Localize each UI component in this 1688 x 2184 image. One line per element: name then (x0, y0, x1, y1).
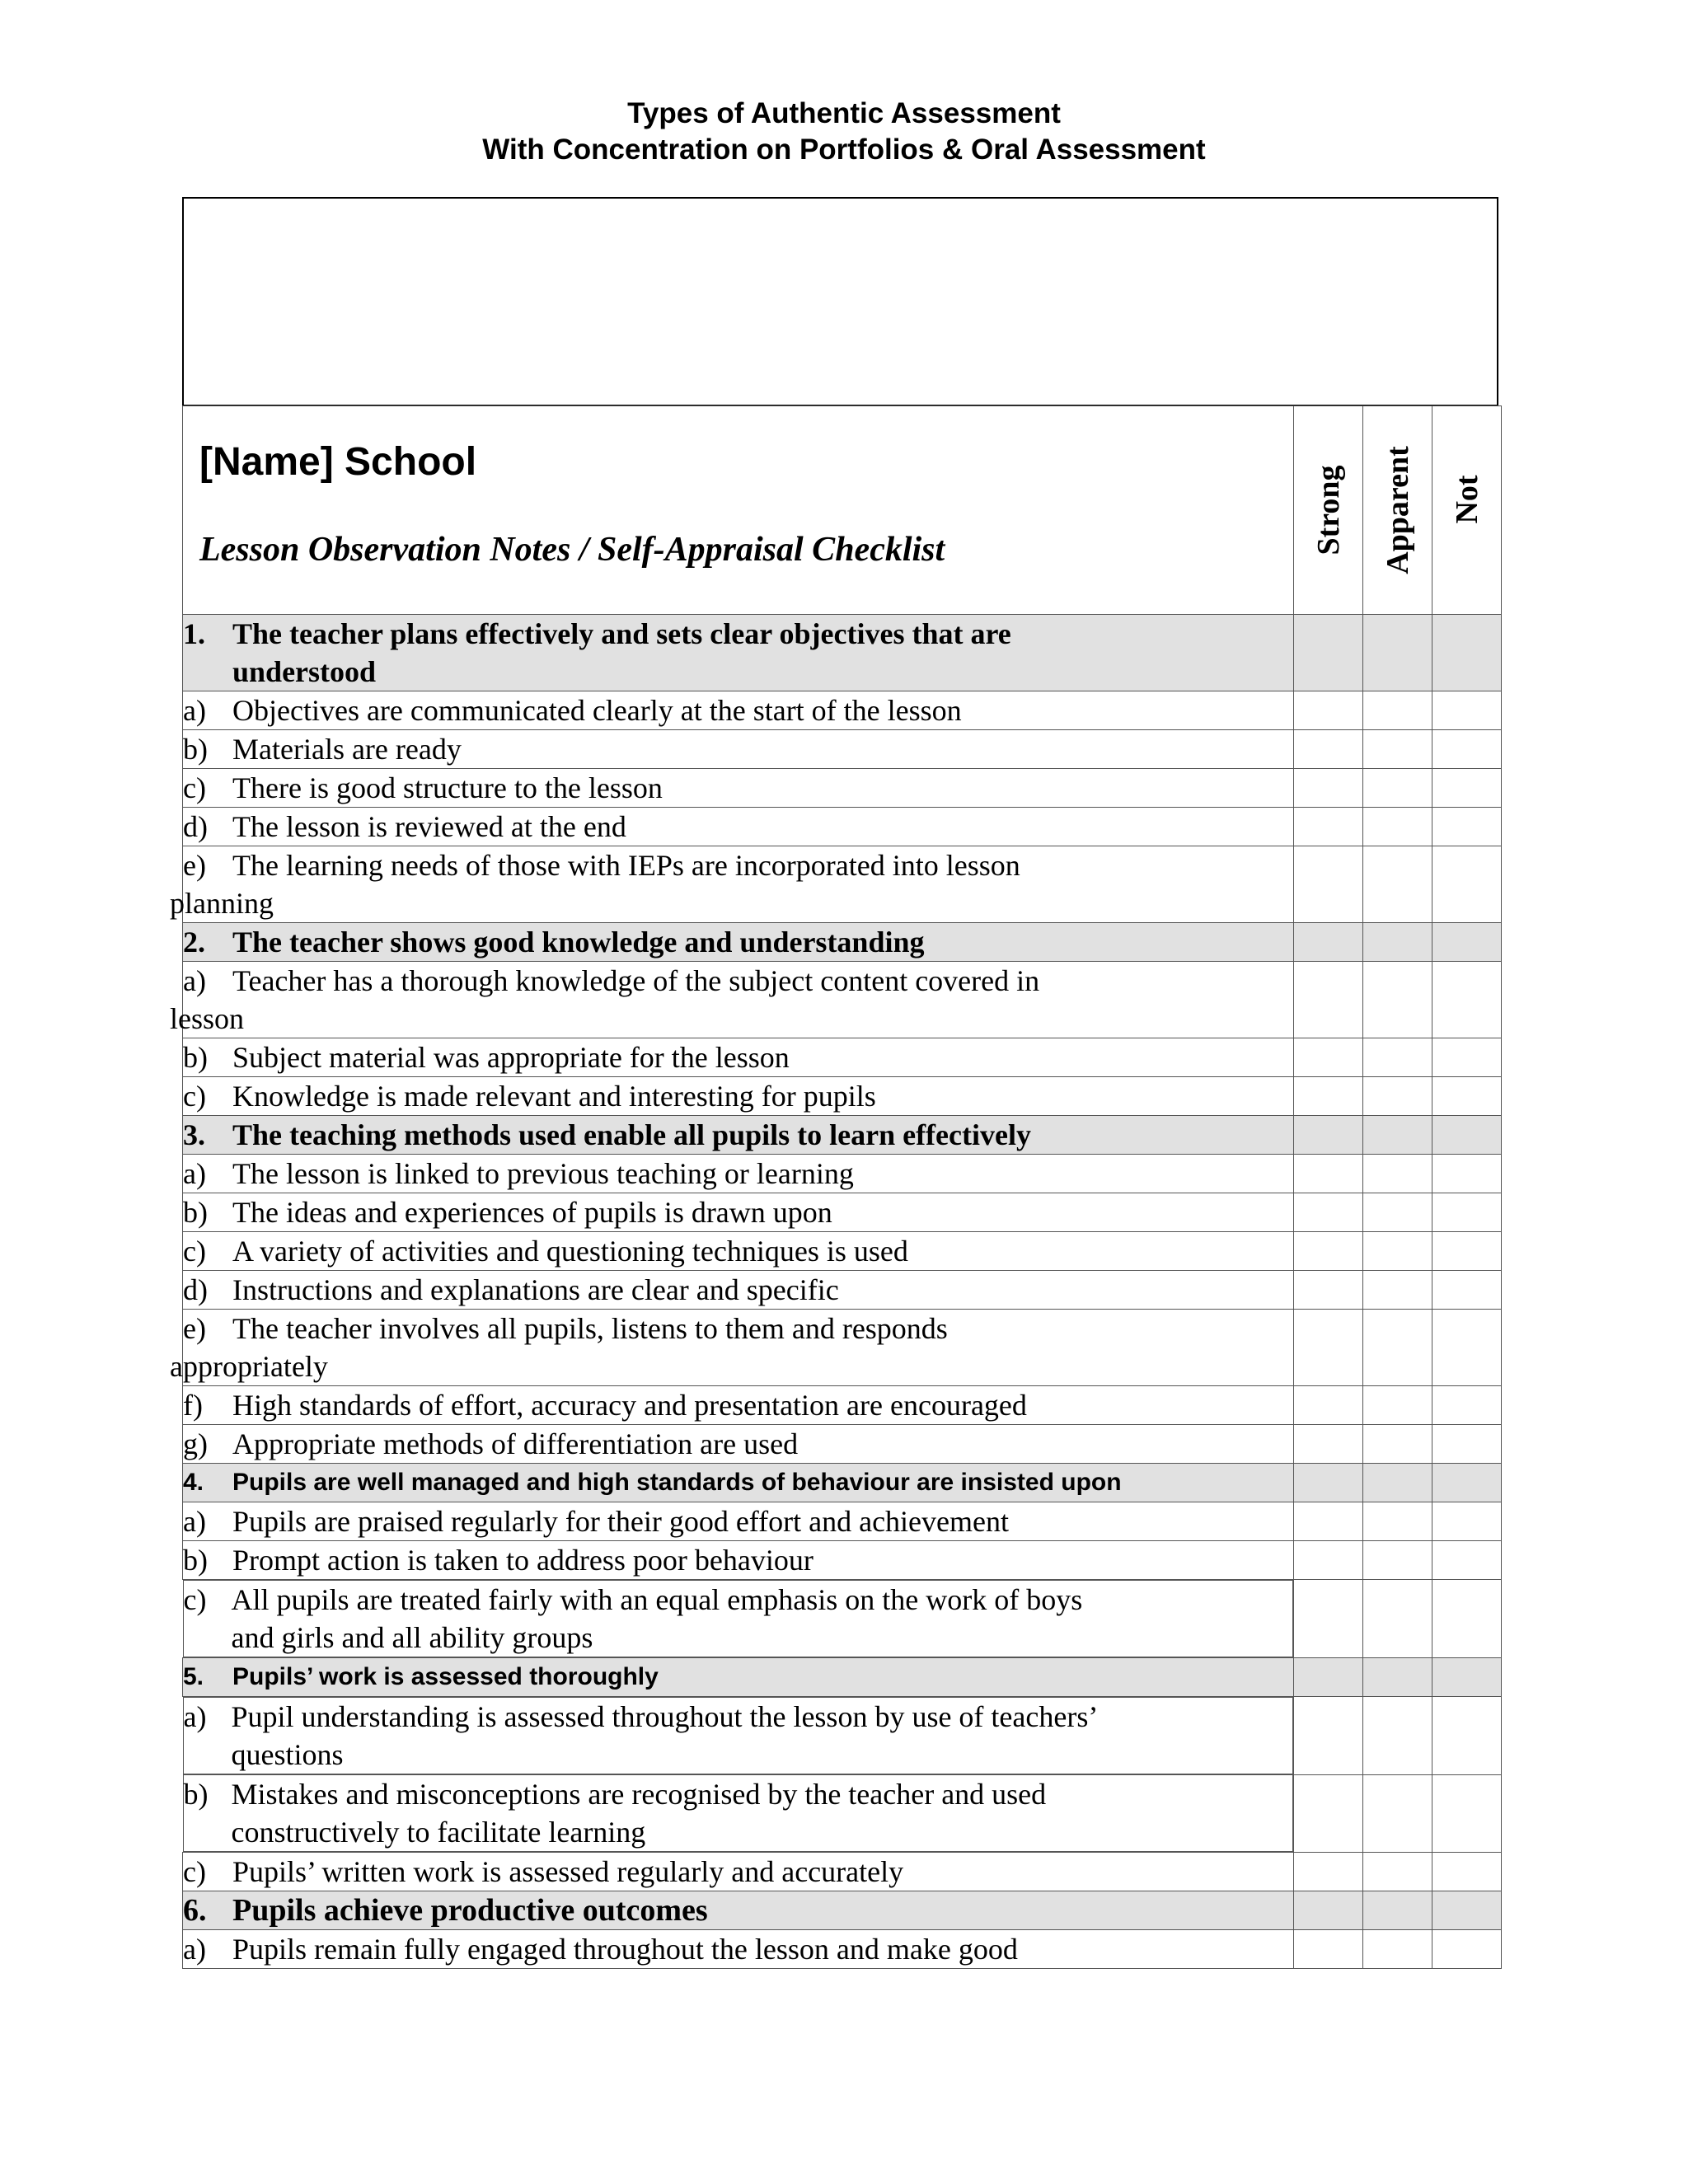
item-row (183, 1193, 1502, 1232)
item-row (183, 730, 1502, 769)
rating-cell-strong[interactable] (1294, 1464, 1363, 1502)
item-description: Appropriate methods of differentiation are used (232, 1427, 799, 1460)
section-title: Pupils achieve productive outcomes (232, 1893, 708, 1928)
rating-cell-not[interactable] (1432, 1310, 1502, 1386)
item-label: b) (183, 1196, 208, 1229)
item-description: High standards of effort, accuracy and presentation are encouraged (232, 1389, 1027, 1422)
rating-cell-strong[interactable] (1294, 846, 1363, 923)
item-description: A variety of activities and questioning techniques is used (232, 1235, 908, 1268)
rating-cell-not[interactable] (1432, 846, 1502, 923)
item-label: c) (183, 1855, 206, 1888)
item-description-cont: constructively to facilitate learning (231, 1816, 646, 1849)
item-label: d) (183, 810, 208, 843)
title-row (183, 406, 1502, 615)
item-row (183, 1077, 1502, 1116)
rating-cell-apparent[interactable] (1363, 923, 1432, 962)
section-heading (183, 1658, 1294, 1697)
rating-cell-apparent[interactable] (1363, 1502, 1432, 1541)
item-text (170, 846, 1294, 923)
column-label: Strong (1311, 465, 1346, 555)
header-line-2: With Concentration on Portfolios & Oral Assessment (482, 134, 1206, 166)
checklist-subtitle: Lesson Observation Notes / Self-Appraisal Checklist (199, 531, 945, 569)
item-description-cont: planning (170, 887, 274, 920)
rating-cell-strong[interactable] (1294, 1038, 1363, 1077)
rating-cell-apparent[interactable] (1363, 1077, 1432, 1116)
item-text (183, 1193, 1294, 1232)
section-row (183, 923, 1502, 962)
rating-cell-strong[interactable] (1294, 923, 1363, 962)
section-title: The teaching methods used enable all pupils to learn effectively (232, 1118, 1031, 1151)
rating-cell-not[interactable] (1432, 1580, 1502, 1658)
rating-cell-not[interactable] (1432, 1891, 1502, 1930)
rating-cell-not[interactable] (1432, 1658, 1502, 1697)
rating-cell-strong[interactable] (1294, 1891, 1363, 1930)
item-description: The teacher involves all pupils, listens to them and responds (232, 1312, 948, 1345)
column-label: Not (1449, 475, 1484, 524)
item-row (183, 769, 1502, 808)
item-row (183, 1038, 1502, 1077)
item-text (183, 1541, 1294, 1580)
item-text (183, 1038, 1294, 1077)
section-heading (183, 1464, 1294, 1502)
item-row (183, 1502, 1502, 1541)
item-row (183, 691, 1502, 730)
section-number: 1. (183, 617, 205, 650)
item-label: a) (183, 694, 206, 727)
item-row (183, 1155, 1502, 1193)
section-number: 2. (183, 926, 205, 958)
rating-cell-strong[interactable] (1294, 1502, 1363, 1541)
item-label: c) (183, 1080, 206, 1113)
item-description: Pupils are praised regularly for their good effort and achievement (232, 1505, 1009, 1538)
rating-cell-strong[interactable] (1294, 808, 1363, 846)
item-label: a) (183, 1157, 206, 1190)
column-header-not (1432, 406, 1502, 615)
rating-cell-strong[interactable] (1294, 1310, 1363, 1386)
rating-cell-apparent[interactable] (1363, 808, 1432, 846)
rating-cell-strong[interactable] (1294, 1271, 1363, 1310)
rating-cell-apparent[interactable] (1363, 615, 1432, 691)
item-label: a) (183, 1505, 206, 1538)
section-number: 5. (183, 1663, 204, 1690)
rating-cell-apparent[interactable] (1363, 1155, 1432, 1193)
rating-cell-strong[interactable] (1294, 1658, 1363, 1697)
rating-cell-apparent[interactable] (1363, 769, 1432, 808)
item-label: a) (183, 964, 206, 997)
rating-cell-strong[interactable] (1294, 691, 1363, 730)
rating-cell-strong[interactable] (1294, 730, 1363, 769)
section-number: 4. (183, 1469, 204, 1496)
item-description: The learning needs of those with IEPs are incorporated into lesson (232, 849, 1020, 882)
rating-cell-strong[interactable] (1294, 1386, 1363, 1425)
item-row (183, 1930, 1502, 1969)
section-heading (183, 923, 1294, 962)
item-description-cont: and girls and all ability groups (231, 1621, 593, 1654)
item-text (183, 1077, 1294, 1116)
rating-cell-not[interactable] (1432, 691, 1502, 730)
item-description: Prompt action is taken to address poor behaviour (232, 1544, 814, 1577)
section-row (183, 1658, 1502, 1697)
item-row (183, 1774, 1502, 1853)
item-text (183, 691, 1294, 730)
rating-cell-apparent[interactable] (1363, 962, 1432, 1038)
item-label: b) (183, 1544, 208, 1577)
item-row (183, 1271, 1502, 1310)
document-header (0, 96, 1688, 168)
item-text (183, 1271, 1294, 1310)
rating-cell-strong[interactable] (1294, 1930, 1363, 1969)
item-text (170, 962, 1294, 1038)
item-label: g) (183, 1427, 208, 1460)
item-description-cont: questions (231, 1738, 344, 1771)
item-description: Subject material was appropriate for the lesson (232, 1041, 790, 1074)
rating-cell-apparent[interactable] (1363, 1541, 1432, 1580)
item-text (183, 1930, 1294, 1969)
item-text (183, 1386, 1294, 1425)
section-title: The teacher plans effectively and sets clear objectives that are (232, 617, 1011, 650)
section-number: 6. (183, 1893, 207, 1928)
section-title-cont: understood (232, 655, 377, 688)
item-description: Objectives are communicated clearly at the start of the lesson (232, 694, 962, 727)
item-row (183, 808, 1502, 846)
rating-cell-not[interactable] (1432, 1774, 1502, 1853)
rating-cell-not[interactable] (1432, 1116, 1502, 1155)
item-label: b) (183, 1778, 209, 1811)
rating-cell-not[interactable] (1432, 1697, 1502, 1775)
rating-cell-not[interactable] (1432, 1232, 1502, 1271)
item-description: Materials are ready (232, 733, 462, 766)
rating-cell-strong[interactable] (1294, 1155, 1363, 1193)
section-heading (183, 1116, 1294, 1155)
rating-cell-apparent[interactable] (1363, 730, 1432, 769)
item-label: f) (183, 1389, 203, 1422)
item-description-cont: lesson (170, 1002, 244, 1035)
item-text (183, 1853, 1294, 1891)
header-line-1: Types of Authentic Assessment (627, 97, 1061, 129)
section-row (183, 1464, 1502, 1502)
column-header-strong (1294, 406, 1363, 615)
rating-cell-apparent[interactable] (1363, 1425, 1432, 1464)
rating-cell-strong[interactable] (1294, 1853, 1363, 1891)
item-label: e) (183, 1312, 206, 1345)
item-text (170, 1310, 1294, 1386)
rating-cell-not[interactable] (1432, 615, 1502, 691)
section-title: Pupils’ work is assessed thoroughly (232, 1663, 659, 1690)
item-text (183, 1502, 1294, 1541)
rating-cell-not[interactable] (1432, 769, 1502, 808)
item-description: Teacher has a thorough knowledge of the subject content covered in (232, 964, 1040, 997)
item-description: All pupils are treated fairly with an equal emphasis on the work of boys (231, 1583, 1083, 1616)
rating-cell-apparent[interactable] (1363, 1232, 1432, 1271)
rating-cell-strong[interactable] (1294, 1774, 1363, 1853)
title-cell (183, 406, 1294, 615)
section-row (183, 1891, 1502, 1930)
rating-cell-apparent[interactable] (1363, 1774, 1432, 1853)
rating-cell-strong[interactable] (1294, 1193, 1363, 1232)
rating-cell-apparent[interactable] (1363, 1116, 1432, 1155)
item-description: The ideas and experiences of pupils is drawn upon (232, 1196, 832, 1229)
rating-cell-apparent[interactable] (1363, 1891, 1432, 1930)
rating-cell-not[interactable] (1432, 1038, 1502, 1077)
item-label: a) (183, 1933, 206, 1966)
item-row (183, 962, 1502, 1038)
item-row (183, 1580, 1502, 1658)
item-row (183, 1697, 1502, 1775)
item-row (183, 846, 1502, 923)
item-row (183, 1232, 1502, 1271)
rating-cell-strong[interactable] (1294, 1077, 1363, 1116)
item-row (183, 1310, 1502, 1386)
item-text (183, 808, 1294, 846)
rating-cell-not[interactable] (1432, 1930, 1502, 1969)
rating-cell-not[interactable] (1432, 1386, 1502, 1425)
rating-cell-strong[interactable] (1294, 1116, 1363, 1155)
checklist-frame (170, 197, 1501, 1966)
rating-cell-apparent[interactable] (1363, 691, 1432, 730)
column-header-apparent (1363, 406, 1432, 615)
item-label: b) (183, 733, 208, 766)
item-label: c) (183, 1583, 207, 1616)
item-text (183, 1580, 1294, 1657)
rating-cell-apparent[interactable] (1363, 846, 1432, 923)
rating-cell-apparent[interactable] (1363, 1386, 1432, 1425)
rating-cell-not[interactable] (1432, 1853, 1502, 1891)
item-row (183, 1425, 1502, 1464)
item-label: c) (183, 771, 206, 804)
rating-cell-not[interactable] (1432, 1077, 1502, 1116)
rating-cell-strong[interactable] (1294, 1580, 1363, 1658)
rating-cell-apparent[interactable] (1363, 1271, 1432, 1310)
rating-cell-strong[interactable] (1294, 962, 1363, 1038)
item-description: The lesson is linked to previous teaching or learning (232, 1157, 854, 1190)
school-name: [Name] School (199, 440, 477, 484)
rating-cell-apparent[interactable] (1363, 1464, 1432, 1502)
rating-cell-strong[interactable] (1294, 615, 1363, 691)
item-description: Pupils’ written work is assessed regularly and accurately (232, 1855, 904, 1888)
rating-cell-apparent[interactable] (1363, 1038, 1432, 1077)
rating-cell-not[interactable] (1432, 1193, 1502, 1232)
rating-cell-not[interactable] (1432, 1464, 1502, 1502)
item-label: b) (183, 1041, 208, 1074)
item-text (183, 1425, 1294, 1464)
item-description: Mistakes and misconceptions are recognised by the teacher and used (231, 1778, 1047, 1811)
blank-notes-box (182, 197, 1498, 406)
item-text (183, 1697, 1294, 1774)
section-row (183, 615, 1502, 691)
item-description: Knowledge is made relevant and interesting for pupils (232, 1080, 876, 1113)
item-text (183, 1155, 1294, 1193)
item-row (183, 1853, 1502, 1891)
item-label: d) (183, 1273, 208, 1306)
section-title: The teacher shows good knowledge and understanding (232, 926, 925, 958)
rating-cell-apparent[interactable] (1363, 1853, 1432, 1891)
rating-cell-apparent[interactable] (1363, 1193, 1432, 1232)
section-heading (183, 615, 1294, 691)
section-title: Pupils are well managed and high standards of behaviour are insisted upon (232, 1469, 1122, 1496)
rating-cell-strong[interactable] (1294, 1541, 1363, 1580)
item-description: Instructions and explanations are clear and specific (232, 1273, 839, 1306)
item-row (183, 1386, 1502, 1425)
item-description: Pupil understanding is assessed throughout the lesson by use of teachers’ (231, 1700, 1099, 1733)
item-description: The lesson is reviewed at the end (232, 810, 626, 843)
rating-cell-strong[interactable] (1294, 1425, 1363, 1464)
item-label: a) (183, 1700, 207, 1733)
rating-cell-not[interactable] (1432, 1541, 1502, 1580)
rating-cell-strong[interactable] (1294, 1697, 1363, 1775)
rating-cell-not[interactable] (1432, 1155, 1502, 1193)
column-label: Apparent (1380, 446, 1415, 574)
item-text (183, 730, 1294, 769)
rating-cell-apparent[interactable] (1363, 1930, 1432, 1969)
item-text (183, 1774, 1294, 1852)
item-text (183, 769, 1294, 808)
rating-cell-strong[interactable] (1294, 1232, 1363, 1271)
section-heading (183, 1891, 1294, 1930)
rating-cell-apparent[interactable] (1363, 1697, 1432, 1775)
item-label: c) (183, 1235, 206, 1268)
checklist-table (170, 405, 1502, 1969)
rating-cell-apparent[interactable] (1363, 1310, 1432, 1386)
item-description: There is good structure to the lesson (232, 771, 663, 804)
rating-cell-not[interactable] (1432, 1502, 1502, 1541)
rating-cell-not[interactable] (1432, 923, 1502, 962)
section-number: 3. (183, 1118, 205, 1151)
rating-cell-strong[interactable] (1294, 769, 1363, 808)
item-text (183, 1232, 1294, 1271)
section-row (183, 1116, 1502, 1155)
rating-cell-not[interactable] (1432, 808, 1502, 846)
rating-cell-not[interactable] (1432, 1425, 1502, 1464)
item-description: Pupils remain fully engaged throughout the lesson and make good (232, 1933, 1018, 1966)
item-description-cont: appropriately (170, 1350, 328, 1383)
item-label: e) (183, 849, 206, 882)
rating-cell-apparent[interactable] (1363, 1580, 1432, 1658)
item-row (183, 1541, 1502, 1580)
rating-cell-not[interactable] (1432, 730, 1502, 769)
rating-cell-not[interactable] (1432, 1271, 1502, 1310)
rating-cell-apparent[interactable] (1363, 1658, 1432, 1697)
rating-cell-not[interactable] (1432, 962, 1502, 1038)
